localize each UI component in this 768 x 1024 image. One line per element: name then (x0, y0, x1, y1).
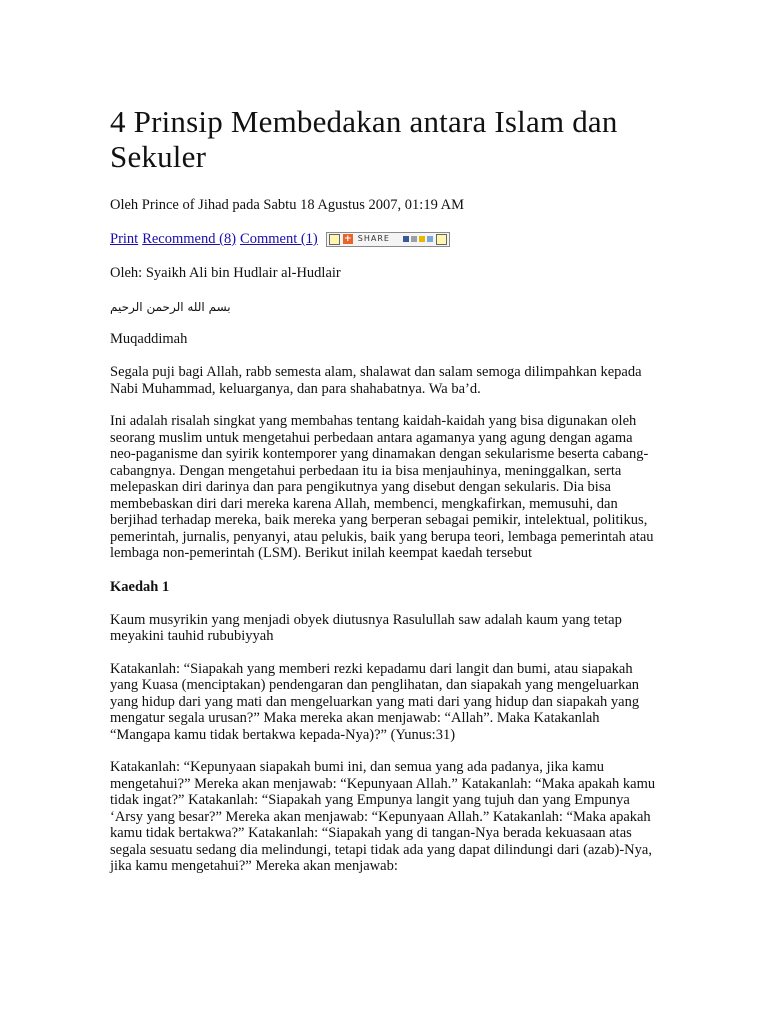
paragraph: Ini adalah risalah singkat yang membahas tentang kaidah-kaidah yang bisa digunakan oleh seorang muslim untuk mengetahui perbedaan antara agamanya yang agung dengan agama neo-paganisme dan syirik kontemporer yang dinamakan dengan sekularisme beserta cabang-cabangnya. Dengan mengetahui perbedaan itu ia bisa menjauhinya, meninggalkan, serta melepaskan diri darinya dan para pengikutnya yang disebut dengan sekularis. Dia bisa membebaskan diri dari mereka karena Allah, membenci, mengkafirkan, memusuhi, dan berjihad terhadap mereka, baik mereka yang berperan sebagai pemikir, intelektual, politikus, pemerintah, jurnalis, penyanyi, atau pelukis, baik yang berupa teori, lembaga pemerintah atau lembaga non-pemerintah (LSM). Berikut inilah keempat kaedah tersebut (110, 413, 654, 561)
comment-link[interactable]: Comment (1) (240, 231, 318, 247)
social-icons (403, 236, 433, 242)
social-icon (419, 236, 425, 242)
intro-heading: Muqaddimah (110, 331, 188, 347)
article (110, 104, 660, 891)
print-link[interactable]: Print (110, 231, 139, 247)
share-button[interactable] (326, 232, 450, 247)
bookmark-icon (329, 234, 340, 245)
plus-icon: + (343, 234, 352, 244)
social-icon (403, 236, 409, 242)
paragraph: Katakanlah: “Siapakah yang memberi rezki kepadamu dari langit dan bumi, atau siapakah yang Kuasa (menciptakan) pendengaran dan penglihatan, dan siapakah yang mengeluarkan yang hidup dari yang mati dan mengeluarkan yang mati dari yang hidup dan siapakah yang mengatur segala urusan?” Maka mereka akan menjawab: “Allah”. Maka Katakanlah “Mangapa kamu tidak bertakwa kepada-Nya)?” (Yunus:31) (110, 660, 640, 743)
article-actions (110, 230, 660, 248)
article-byline: Oleh Prince of Jihad pada Sabtu 18 Agustus 2007, 01:19 AM (110, 197, 465, 213)
article-author: Oleh: Syaikh Ali bin Hudlair al-Hudlair (110, 265, 341, 281)
social-icon (427, 236, 433, 242)
paragraph: Segala puji bagi Allah, rabb semesta alam, shalawat dan salam semoga dilimpahkan kepada Nabi Muhammad, keluarganya, dan para shahabatnya. Wa ba’d. (110, 364, 642, 397)
recommend-link[interactable]: Recommend (8) (142, 231, 237, 247)
paragraph: Kaum musyrikin yang menjadi obyek diutusnya Rasulullah saw adalah kaum yang tetap meyakini tauhid rububiyyah (110, 611, 622, 644)
article-title: 4 Prinsip Membedakan antara Islam dan Sekuler (110, 104, 618, 174)
paragraph: Katakanlah: “Kepunyaan siapakah bumi ini, dan semua yang ada padanya, jika kamu mengetahui?” Mereka akan menjawab: “Kepunyaan Allah.” Katakanlah: “Maka apakah kamu tidak ingat?” Katakanlah: “Siapakah yang Empunya langit yang tujuh dan yang Empunya ‘Arsy yang besar?” Mereka akan menjawab: “Kepunyaan Allah.” Katakanlah: “Maka apakah kamu tidak bertakwa?” Katakanlah: “Siapakah yang di tangan-Nya berada kekuasaan atas segala sesuatu sedang dia melindungi, tetapi tidak ada yang dapat dilindungi dari (azab)-Nya, jika kamu mengetahui?” Mereka akan menjawab: (110, 759, 656, 874)
social-icon (411, 236, 417, 242)
share-label: SHARE (357, 234, 390, 243)
bookmark-icon (436, 234, 447, 245)
kaedah-heading: Kaedah 1 (110, 578, 170, 595)
basmalah-text: بسم الله الرحمن الرحيم (110, 300, 231, 314)
